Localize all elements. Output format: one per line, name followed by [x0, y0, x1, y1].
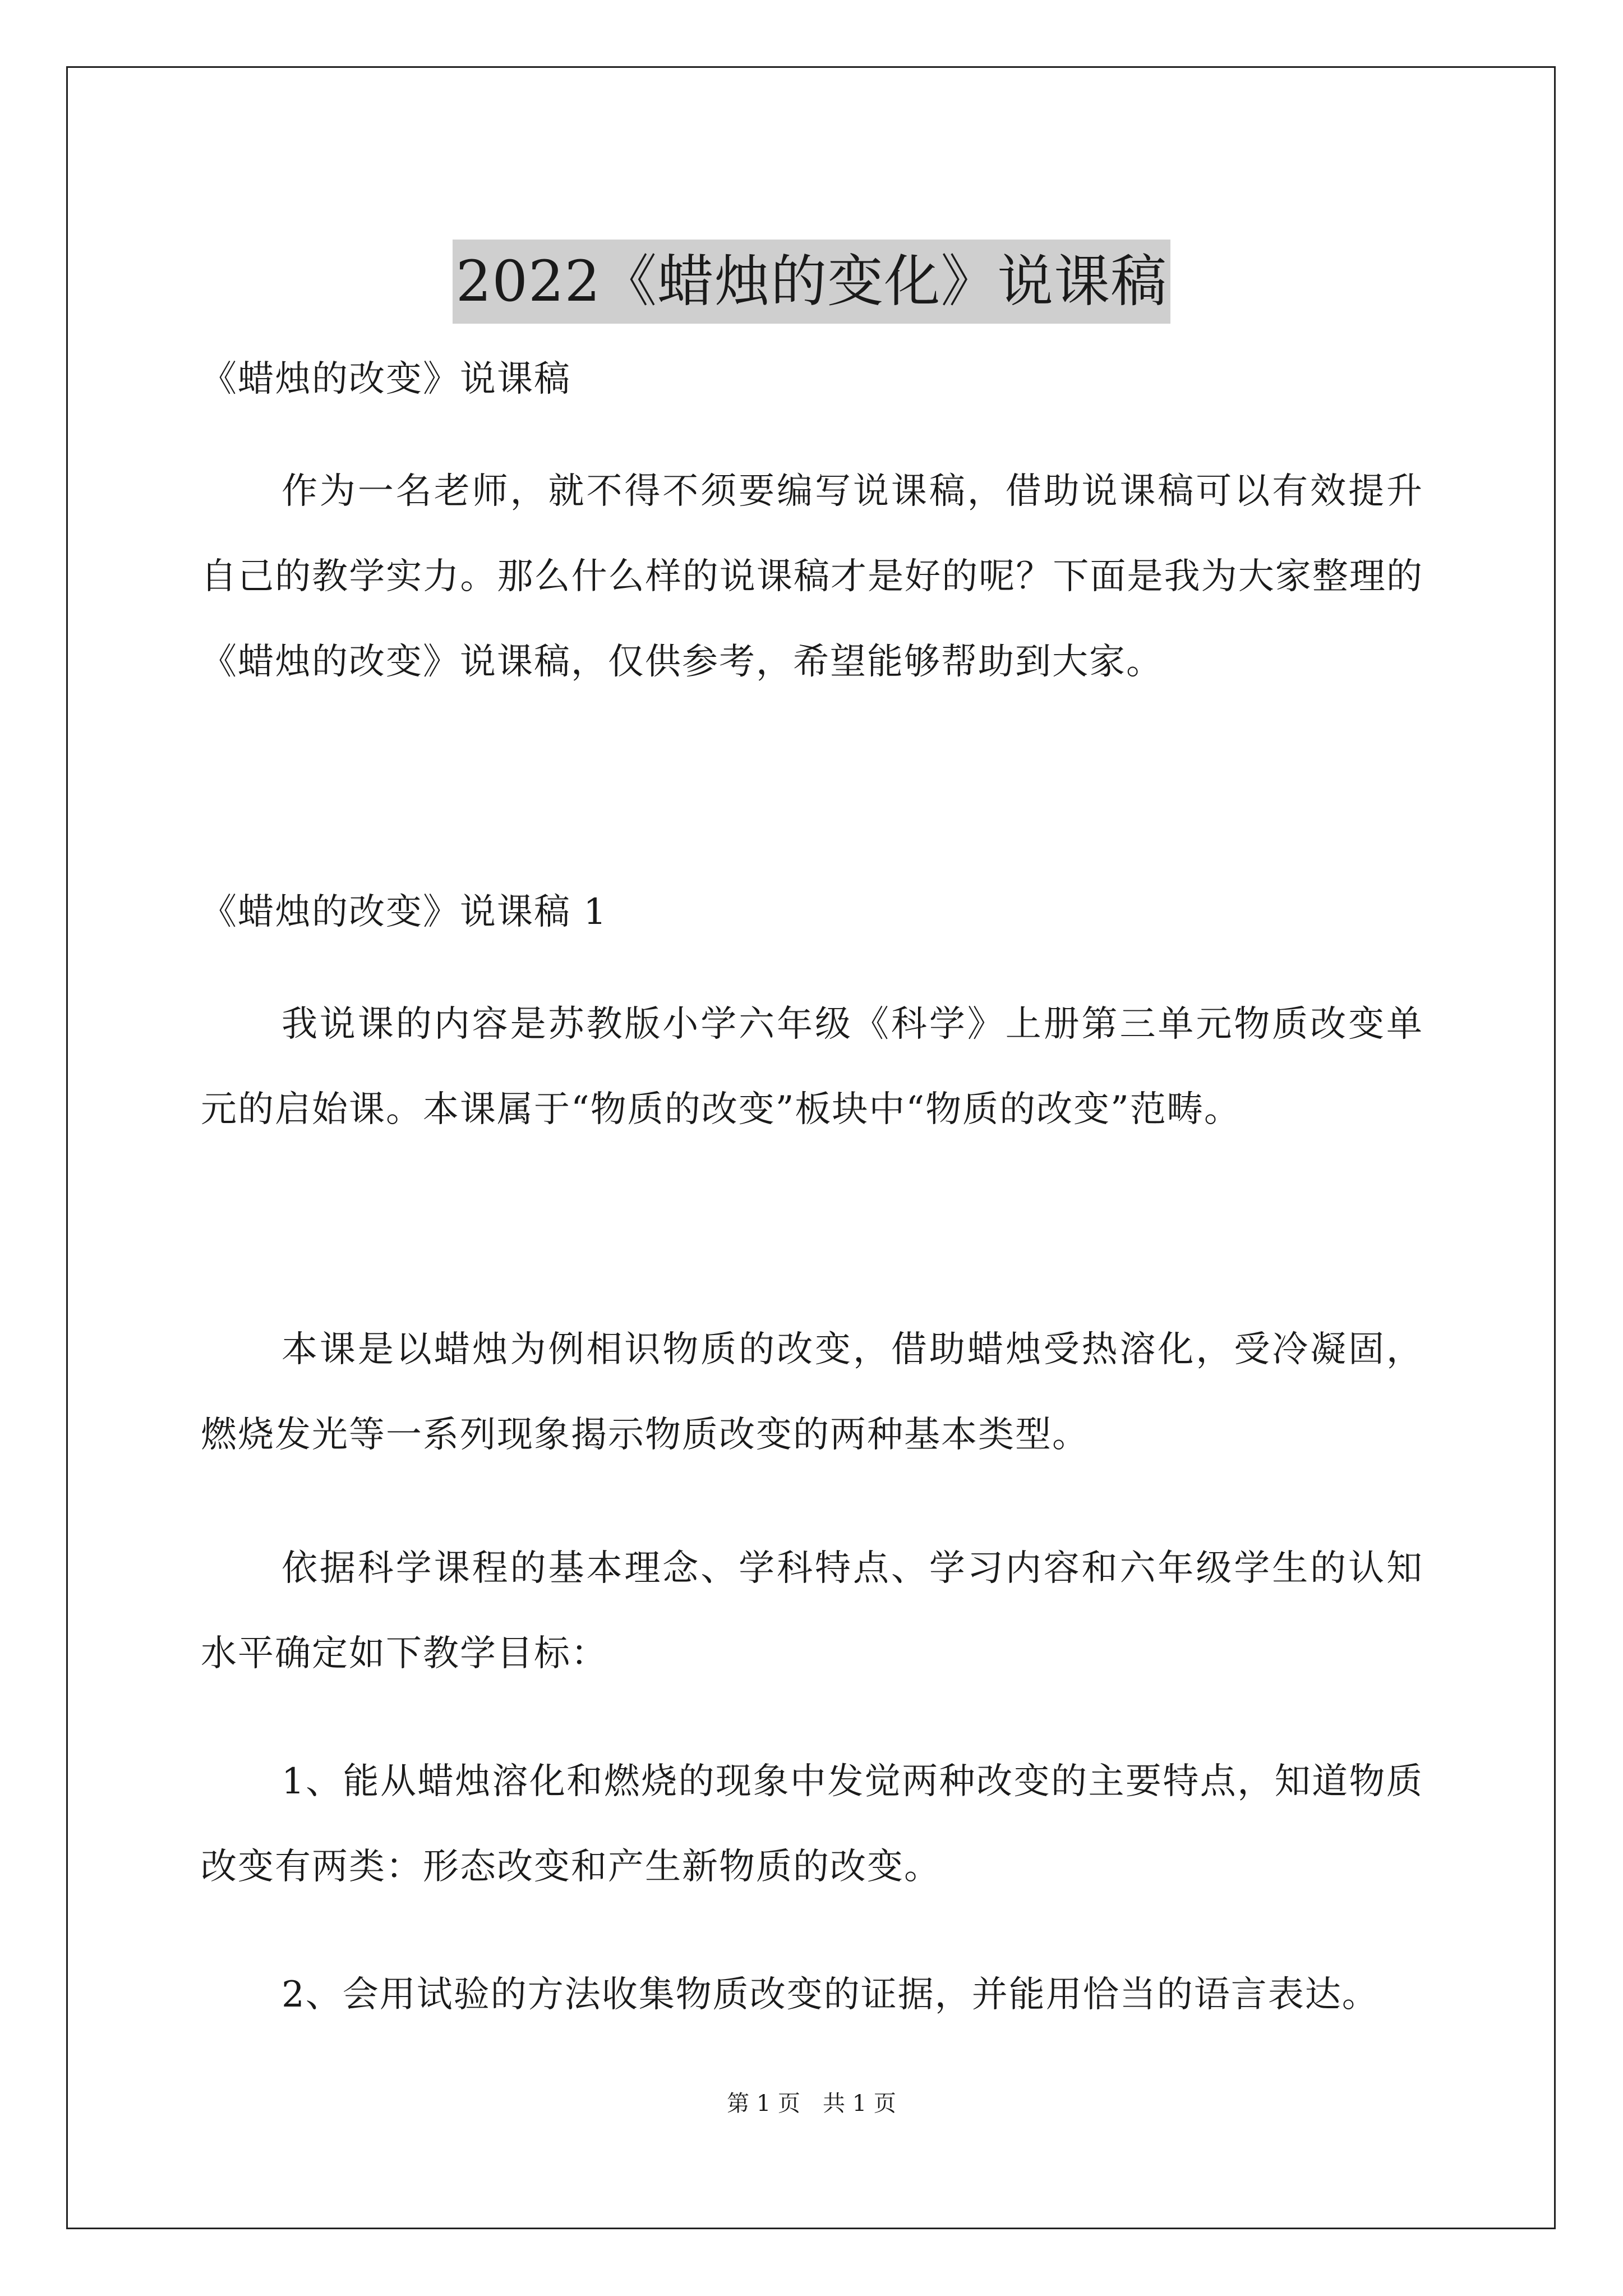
section-heading: 《蜡烛的改变》说课稿 1 [201, 891, 608, 933]
body-paragraph: 2、会用试验的方法收集物质改变的证据，并能用恰当的语言表达。 [282, 1974, 1379, 2016]
subtitle: 《蜡烛的改变》说课稿 [201, 358, 571, 400]
page-footer: 第 1 页 共 1 页 [727, 2091, 896, 2116]
body-paragraph: 本课是以蜡烛为例相识物质的改变，借助蜡烛受热溶化，受冷凝固，燃烧发光等一系列现象揭示物质改变的两种基本类型。 [201, 1329, 1423, 1456]
body-paragraph: 1、能从蜡烛溶化和燃烧的现象中发觉两种改变的主要特点，知道物质改变有两类：形态改变和产生新物质的改变。 [201, 1761, 1423, 1888]
body-paragraph: 依据科学课程的基本理念、学科特点、学习内容和六年级学生的认知水平确定如下教学目标： [201, 1548, 1423, 1674]
intro-paragraph: 作为一名老师，就不得不须要编写说课稿，借助说课稿可以有效提升自己的教学实力。那么什么样的说课稿才是好的呢？下面是我为大家整理的《蜡烛的改变》说课稿，仅供参考，希望能够帮助到大家。 [201, 471, 1423, 683]
body-paragraph: 我说课的内容是苏教版小学六年级《科学》上册第三单元物质改变单元的启始课。本课属于“物质的改变”板块中“物质的改变”范畴。 [201, 1004, 1423, 1130]
document-title: 2022《蜡烛的变化》说课稿 [453, 240, 1171, 324]
